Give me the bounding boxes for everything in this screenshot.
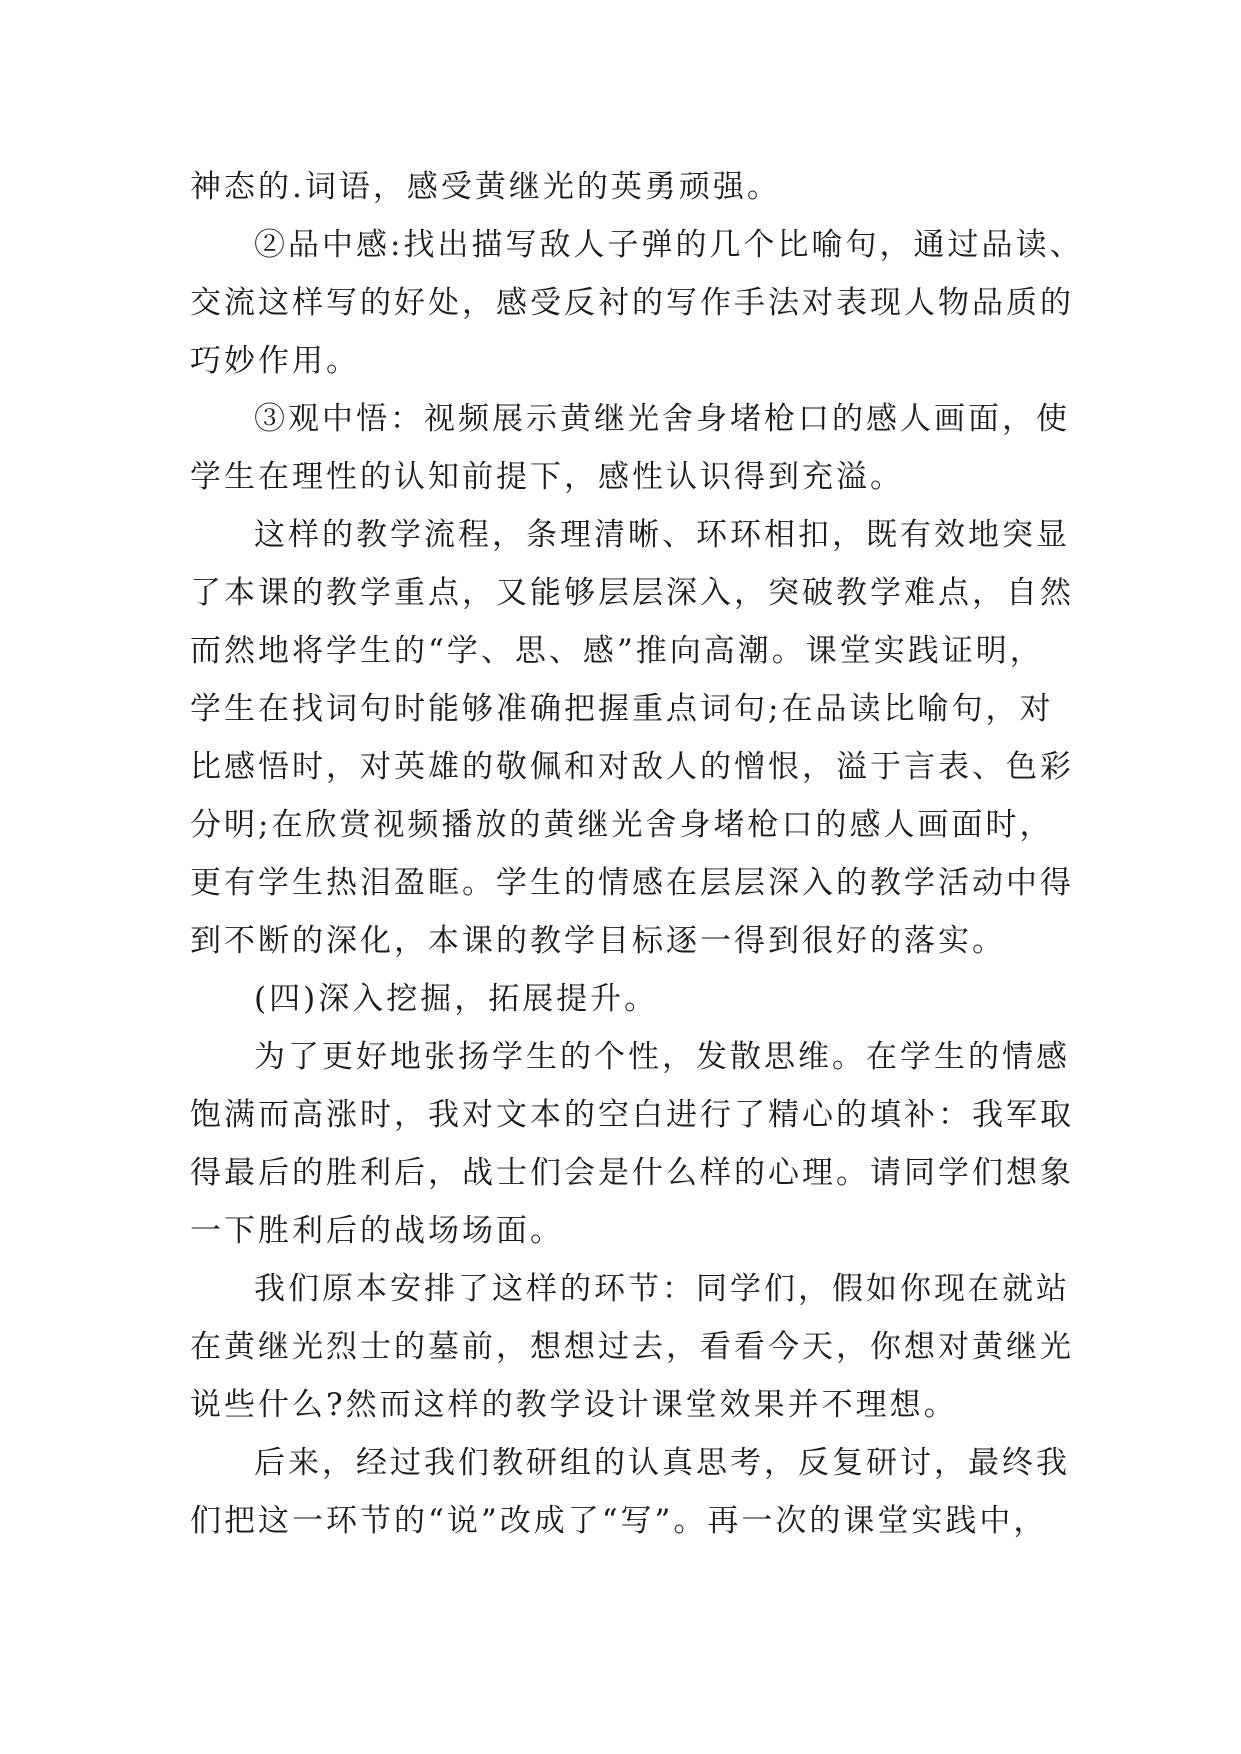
- text-line: 了本课的教学重点，又能够层层深入，突破教学难点，自然: [190, 575, 1074, 611]
- text-line: 学生在理性的认知前提下，感性认识得到充溢。: [190, 459, 904, 495]
- text-line: 后来，经过我们教研组的认真思考，反复研讨，最终我: [254, 1445, 1070, 1481]
- text-line: 巧妙作用。: [190, 343, 360, 379]
- text-line: 为了更好地张扬学生的个性，发散思维。在学生的情感: [254, 1039, 1070, 1075]
- text-line: 得最后的胜利后，战士们会是什么样的心理。请同学们想象: [190, 1155, 1074, 1191]
- text-line: 说些什么?然而这样的教学设计课堂效果并不理想。: [190, 1387, 958, 1423]
- text-line: 学生在找词句时能够准确把握重点词句;在品读比喻句，对: [190, 691, 1054, 727]
- text-line: 在黄继光烈士的墓前，想想过去，看看今天，你想对黄继光: [190, 1329, 1074, 1365]
- text-line: ②品中感:找出描写敌人子弹的几个比喻句，通过品读、: [254, 227, 1084, 263]
- text-line: 交流这样写的好处，感受反衬的写作手法对表现人物品质的: [190, 285, 1074, 321]
- text-line: 饱满而高涨时，我对文本的空白进行了精心的填补：我军取: [190, 1097, 1074, 1133]
- text-line: 分明;在欣赏视频播放的黄继光舍身堵枪口的感人画面时，: [190, 807, 1054, 843]
- text-line: 我们原本安排了这样的环节：同学们，假如你现在就站: [254, 1271, 1070, 1307]
- text-line: 而然地将学生的“学、思、感”推向高潮。课堂实践证明，: [190, 633, 1044, 669]
- text-line: 一下胜利后的战场场面。: [190, 1213, 564, 1249]
- section-heading: (四)深入挖掘，拓展提升。: [254, 981, 659, 1017]
- text-line: 这样的教学流程，条理清晰、环环相扣，既有效地突显: [254, 517, 1070, 553]
- text-line: 比感悟时，对英雄的敬佩和对敌人的憎恨，溢于言表、色彩: [190, 749, 1074, 785]
- text-line: 到不断的深化，本课的教学目标逐一得到很好的落实。: [190, 923, 1006, 959]
- text-line: ③观中悟：视频展示黄继光舍身堵枪口的感人画面，使: [254, 401, 1070, 437]
- text-line: 更有学生热泪盈眶。学生的情感在层层深入的教学活动中得: [190, 865, 1074, 901]
- text-line: 神态的.词语，感受黄继光的英勇顽强。: [190, 169, 781, 205]
- text-line: 们把这一环节的“说”改成了“写”。再一次的课堂实践中，: [190, 1503, 1048, 1539]
